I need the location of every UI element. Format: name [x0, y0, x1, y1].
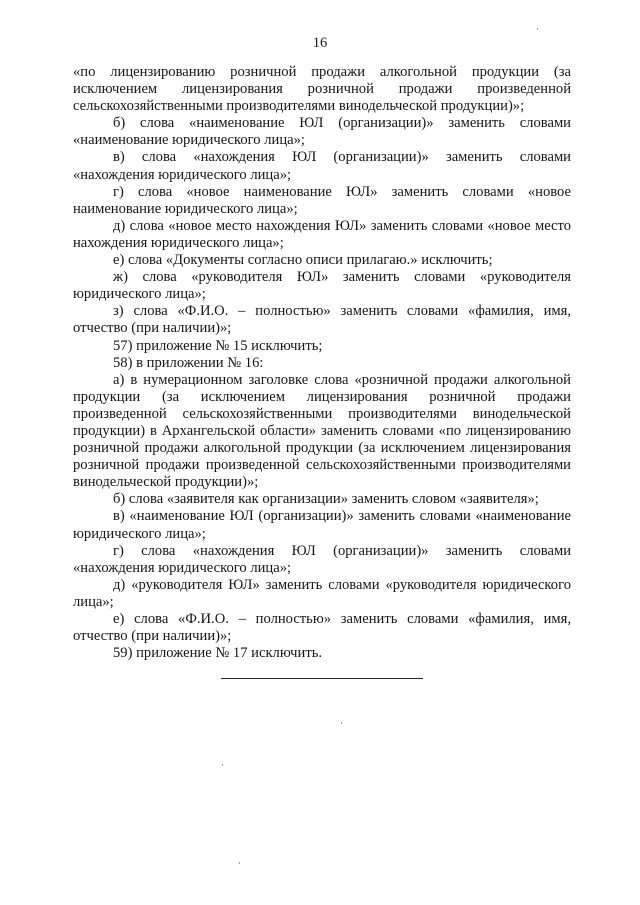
paragraph: в) «наименование ЮЛ (организации)» заменить словами «наименование юридического лица»;: [73, 508, 571, 542]
paragraph: д) «руководителя ЮЛ» заменить словами «руководителя юридического лица»;: [73, 576, 571, 610]
paragraph: з) слова «Ф.И.О. – полностью» заменить словами «фамилия, имя, отчество (при наличии)»;: [73, 303, 571, 337]
paragraph: а) в нумерационном заголовке слова «розничной продажи алкогольной продукции (за исключением лицензирования розничной продажи произведенной сельскохозяйственными производителями винодельческой продукции) в Архангельской области» заменить словами «по лицензированию розничной продажи алкогольной продукции (за исключением лицензирования розничной продажи произведенной сельскохозяйственными производителями винодельческой продукции)»;: [73, 371, 571, 491]
page-number: 16: [312, 35, 328, 51]
paragraph: д) слова «новое место нахождения ЮЛ» заменить словами «новое место нахождения юридического лица»;: [73, 217, 571, 251]
paragraph: 57) приложение № 15 исключить;: [113, 337, 323, 354]
scan-speck: [222, 764, 223, 766]
paragraph: ж) слова «руководителя ЮЛ» заменить словами «руководителя юридического лица»;: [73, 269, 571, 303]
paragraph: е) слова «Ф.И.О. – полностью» заменить словами «фамилия, имя, отчество (при наличии)»;: [73, 611, 571, 645]
paragraph: е) слова «Документы согласно описи прилагаю.» исключить;: [113, 252, 493, 269]
scan-speck: [537, 28, 538, 30]
divider-line: [221, 678, 423, 679]
paragraph: б) слова «заявителя как организации» заменить словом «заявителя»;: [113, 491, 539, 508]
paragraph: 59) приложение № 17 исключить.: [113, 645, 323, 662]
paragraph: в) слова «нахождения ЮЛ (организации)» заменить словами «нахождения юридического лица»;: [73, 149, 571, 183]
scan-speck: [341, 722, 342, 724]
paragraph: «по лицензированию розничной продажи алкогольной продукции (за исключением лицензирования розничной продажи произведенной сельскохозяйственными производителями винодельческой продукции)»;: [73, 64, 571, 115]
paragraph: б) слова «наименование ЮЛ (организации)» заменить словами «наименование юридического лица»;: [73, 115, 571, 149]
paragraph: г) слова «новое наименование ЮЛ» заменить словами «новое наименование юридического лица»;: [73, 183, 571, 217]
document-body: [73, 64, 571, 662]
scan-speck: [239, 862, 240, 864]
paragraph: 58) в приложении № 16:: [113, 354, 264, 371]
paragraph: г) слова «нахождения ЮЛ (организации)» заменить словами «нахождения юридического лица»;: [73, 542, 571, 576]
